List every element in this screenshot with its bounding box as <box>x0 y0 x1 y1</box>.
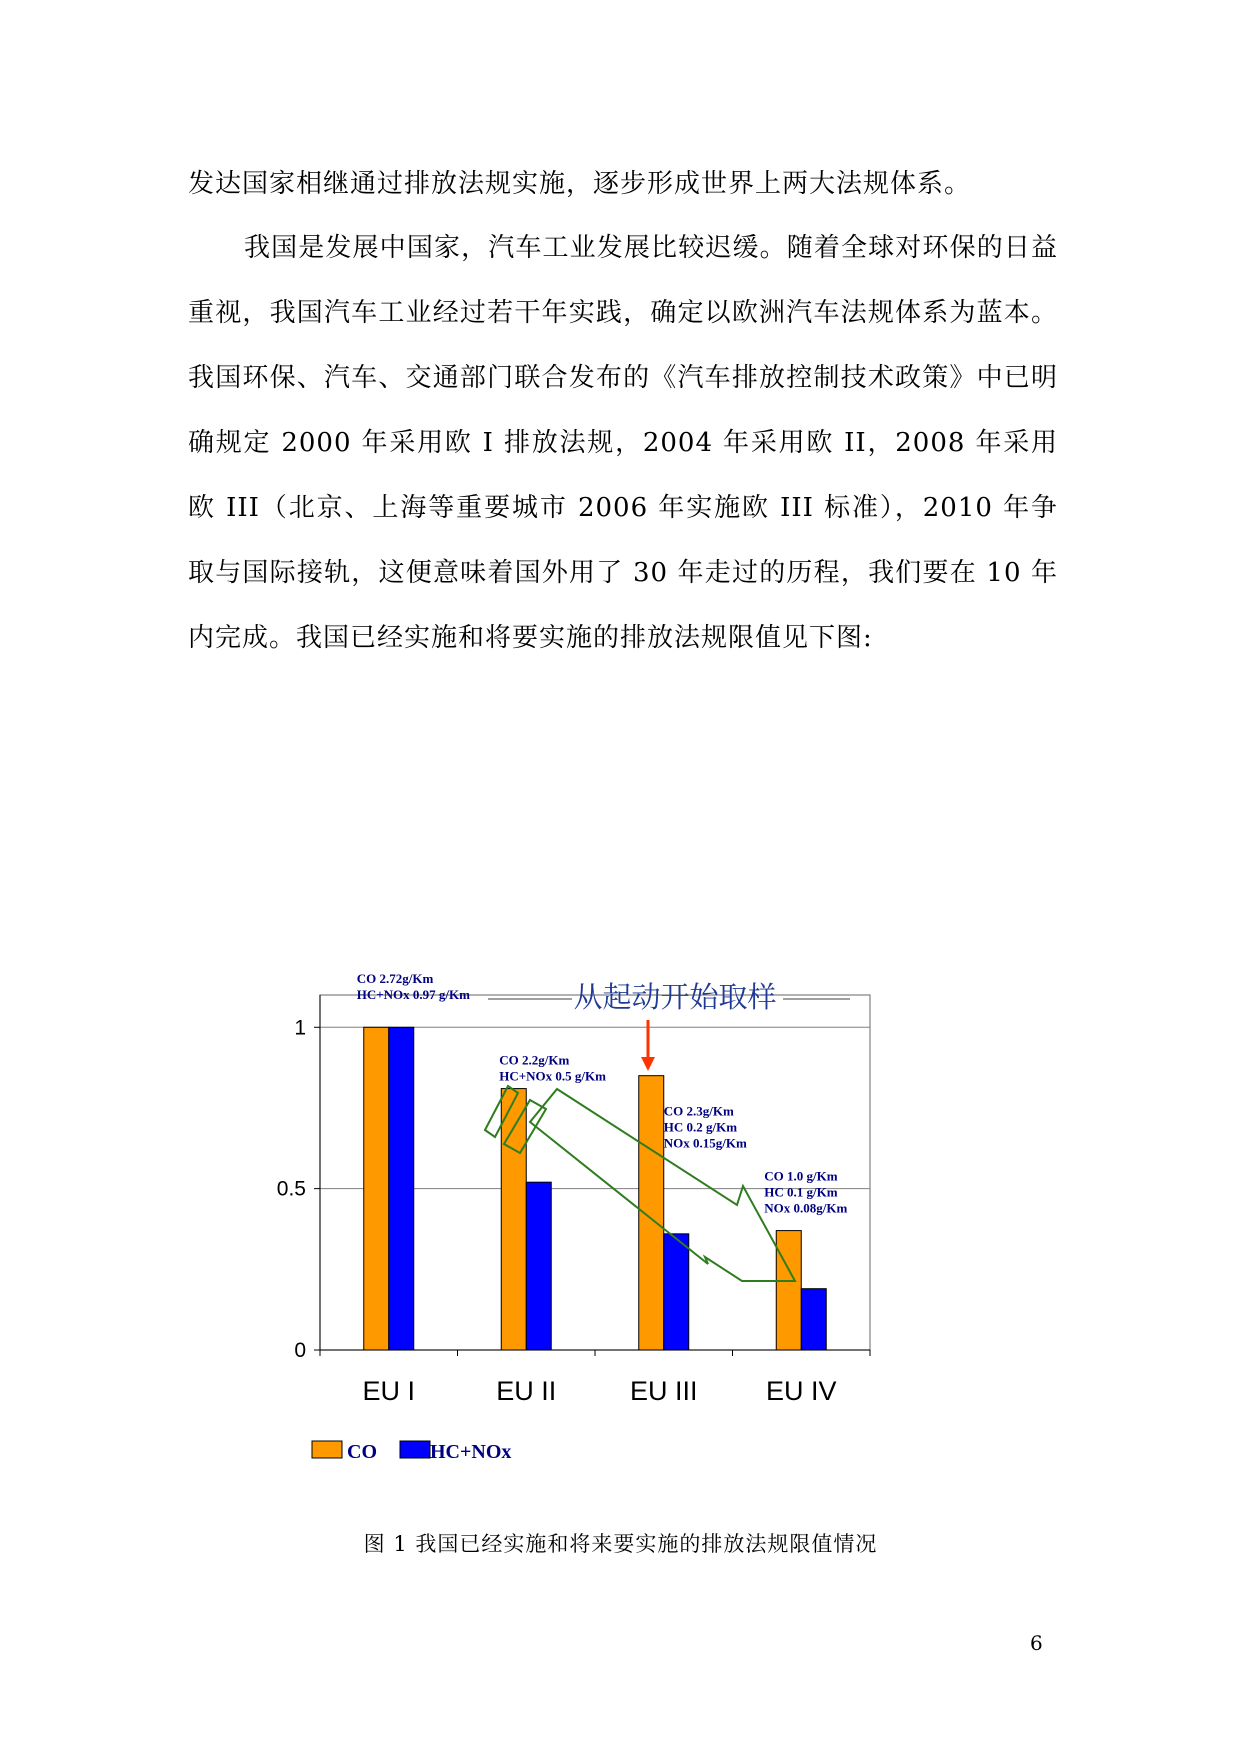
paragraph-china-regulations: 我国是发展中国家，汽车工业发展比较迟缓。随着全球对环保的日益重视，我国汽车工业经过若干年实践，确定以欧洲汽车法规体系为蓝本。我国环保、汽车、交通部门联合发布的《汽车排放控制技术政策》中已明确规定 2000 年采用欧 I 排放法规，2004 年采用欧 II，2008 年采用欧 III（北京、上海等重要城市 2006 年实施欧 III 标准），2010 年争取与国际接轨，这便意味着国外用了 30 年走过的历程，我们要在 10 年内完成。我国已经实施和将要实施的排放法规限值见下图: <box>188 233 1058 653</box>
annotation-eu-ii <box>499 1053 606 1084</box>
bar-co-eu-i <box>364 1027 389 1350</box>
paragraph-intro: 发达国家相继通过排放法规实施，逐步形成世界上两大法规体系。 <box>188 169 972 199</box>
annotation-line: HC 0.1 g/Km <box>764 1184 838 1200</box>
annotation-eu-iii <box>664 1104 747 1151</box>
annotation-line: HC+NOx 0.97 g/Km <box>356 987 470 1002</box>
y-tick-label: 0 <box>294 1339 306 1362</box>
legend-swatch-co <box>312 1441 342 1458</box>
bar-hcnox-eu-iv <box>801 1289 826 1350</box>
annotation-line: HC+NOx 0.5 g/Km <box>499 1068 606 1084</box>
x-tick-label: EU II <box>496 1376 557 1406</box>
y-tick-label: 0.5 <box>276 1177 306 1201</box>
annotation-eu-i <box>357 971 470 1002</box>
annotation-line: NOx 0.08g/Km <box>764 1200 848 1216</box>
annotation-eu-iv <box>764 1169 847 1216</box>
annotation-line: CO 2.2g/Km <box>499 1052 570 1068</box>
emission-limits-chart <box>276 971 1010 1535</box>
page-number: 6 <box>1030 1631 1043 1655</box>
figure-caption: 图 1 我国已经实施和将来要实施的排放法规限值情况 <box>363 1532 878 1556</box>
annotation-line: CO 2.72g/Km <box>356 971 434 986</box>
bar-hcnox-eu-iii <box>664 1234 689 1350</box>
legend-label-co: CO <box>347 1441 377 1463</box>
chart-title: 从起动开始取样 <box>573 980 777 1014</box>
legend <box>312 1441 511 1463</box>
y-tick-label: 1 <box>294 1016 306 1040</box>
annotation-line: CO 2.3g/Km <box>663 1103 734 1119</box>
bar-co-eu-iv <box>776 1231 801 1350</box>
x-tick-label: EU I <box>362 1376 416 1406</box>
bar-hcnox-eu-i <box>389 1027 414 1350</box>
annotation-line: HC 0.2 g/Km <box>663 1119 738 1135</box>
legend-swatch-hcnox <box>400 1441 430 1458</box>
legend-label-hcnox: HC+NOx <box>430 1441 512 1463</box>
x-tick-label: EU IV <box>765 1376 837 1406</box>
annotation-line: NOx 0.15g/Km <box>663 1135 747 1151</box>
annotation-line: CO 1.0 g/Km <box>764 1168 838 1184</box>
x-tick-label: EU III <box>629 1376 698 1406</box>
bar-hcnox-eu-ii <box>526 1182 551 1350</box>
